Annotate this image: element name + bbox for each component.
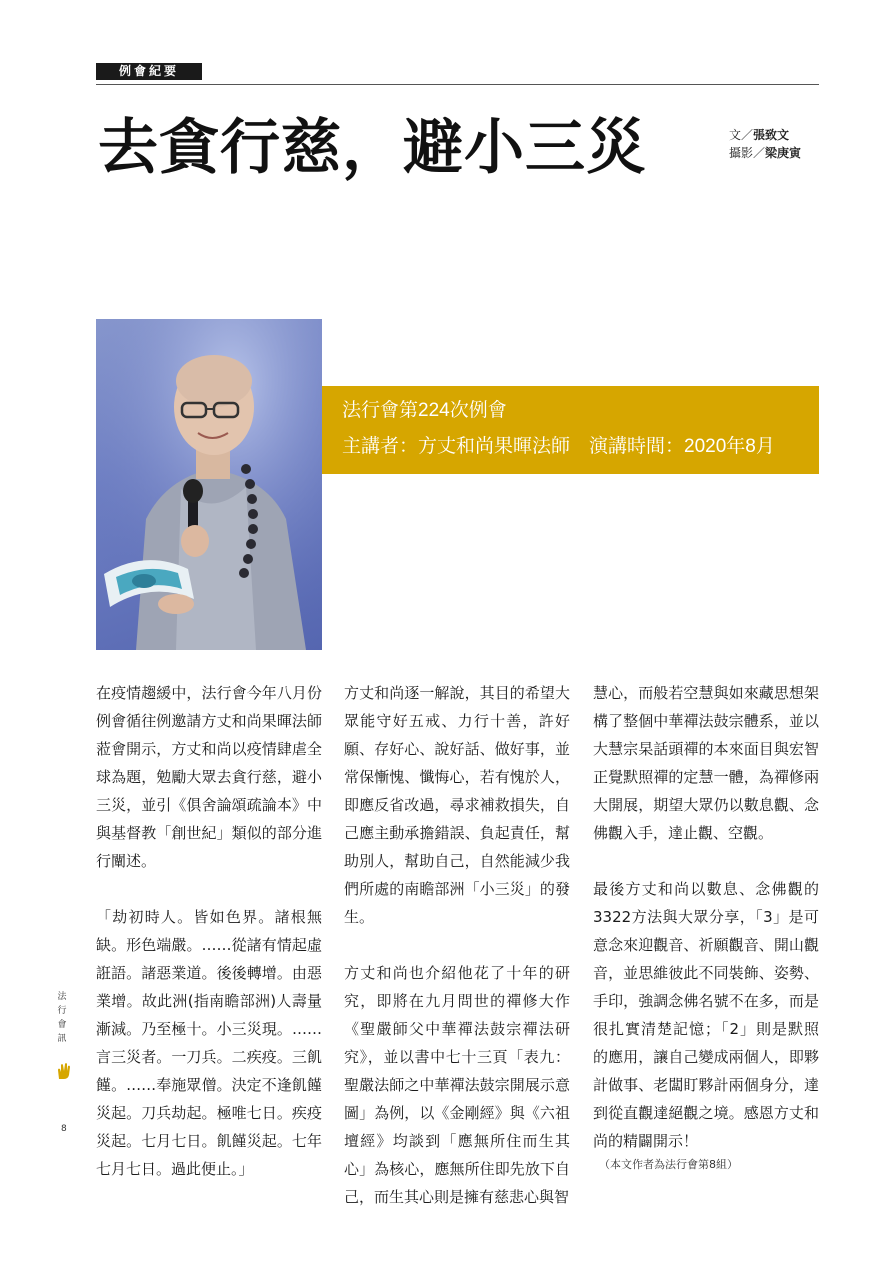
magazine-logo: 法行會訊 bbox=[57, 992, 67, 1044]
hand-logo-icon bbox=[57, 1063, 71, 1083]
article-title: 去貪行慈，避小三災 bbox=[98, 113, 647, 183]
photographer-credit bbox=[729, 144, 801, 162]
article-credits bbox=[729, 126, 801, 162]
event-title: 法行會第224次例會 bbox=[342, 400, 507, 421]
author-credit bbox=[729, 126, 801, 144]
paragraph: 方丈和尚逐一解說，其目的希望大眾能守好五戒、力行十善，許好願、存好心、說好話、做好事，並常保慚愧、懺悔心，若有愧於人，即應反省改過，尋求補救損失，自己應主動承擔錯誤、負起責任，幫助別人，幫助自己，自然能減少我們所處的南瞻部洲「小三災」的發生。 bbox=[344, 684, 570, 926]
page-number: 8 bbox=[61, 1124, 67, 1134]
paragraph: 方丈和尚也介紹他花了十年的研究，即將在九月問世的禪修大作《聖嚴師父中華禪法鼓宗禪法研究》，並以書中七十三頁「表九：聖嚴法師之中華禪法鼓宗開展示意圖」為例，以《金剛經》與《六祖壇經》均談到「應無所住而生其心」為核心，應無所住即先放下自己，而生其心則是擁有慈悲心與智 bbox=[344, 964, 570, 1206]
author-footnote: （本文作者為法行會第8組） bbox=[599, 1158, 738, 1171]
photographer-name: 梁庚寅 bbox=[765, 146, 802, 160]
author-label: 文／ bbox=[729, 128, 754, 142]
section-label: 例會紀要 bbox=[96, 63, 202, 80]
photographer-label: 攝影／ bbox=[729, 146, 766, 160]
event-speaker-time: 主講者：方丈和尚果暉法師 演講時間：2020年8月 bbox=[342, 436, 775, 457]
quote-paragraph: 「劫初時人。皆如色界。諸根無缺。形色端嚴。……從諸有情起虛誑語。諸惡業道。後後轉增。由惡業增。故此洲(指南瞻部洲)人壽量漸減。乃至極十。小三災現。……言三災者。一刀兵。二疾疫。三飢饉。……奉施眾僧。決定不逢飢饉災起。刀兵劫起。極唯七日。疾疫災起。七月七日。飢饉災起。七年七月七日。過此便止。」 bbox=[96, 908, 322, 1178]
event-banner bbox=[322, 386, 819, 474]
author-name: 張致文 bbox=[753, 128, 790, 142]
paragraph: 最後方丈和尚以數息、念佛觀的3322方法與大眾分享，「3」是可意念來迎觀音、祈願觀音、開山觀音，並思維彼此不同裝飾、姿勢、手印，強調念佛名號不在多，而是很扎實清楚記憶；「2」則是默照的應用，讓自己變成兩個人，即夥計做事、老闆盯夥計兩個身分，達到從直觀達絕觀之境。感恩方丈和尚的精闢開示！ bbox=[593, 880, 819, 1150]
article-column-2 bbox=[344, 679, 570, 1211]
speaker-photo bbox=[96, 319, 322, 650]
paragraph: 在疫情趨緩中，法行會今年八月份例會循往例邀請方丈和尚果暉法師蒞會開示，方丈和尚以疫情肆虐全球為題，勉勵大眾去貪行慈，避小三災，並引《俱舍論頌疏論本》中與基督教「創世紀」類似的部分進行闡述。 bbox=[96, 684, 322, 870]
paragraph: 慧心，而般若空慧與如來藏思想架構了整個中華禪法鼓宗體系，並以大慧宗杲話頭禪的本來面目與宏智正覺默照禪的定慧一體，為禪修兩大開展，期望大眾仍以數息觀、念佛觀入手，達止觀、空觀。 bbox=[593, 684, 819, 842]
speaker-illustration bbox=[96, 319, 322, 650]
header-divider bbox=[96, 84, 819, 85]
article-column-1 bbox=[96, 679, 322, 1183]
article-column-3 bbox=[593, 679, 819, 1173]
